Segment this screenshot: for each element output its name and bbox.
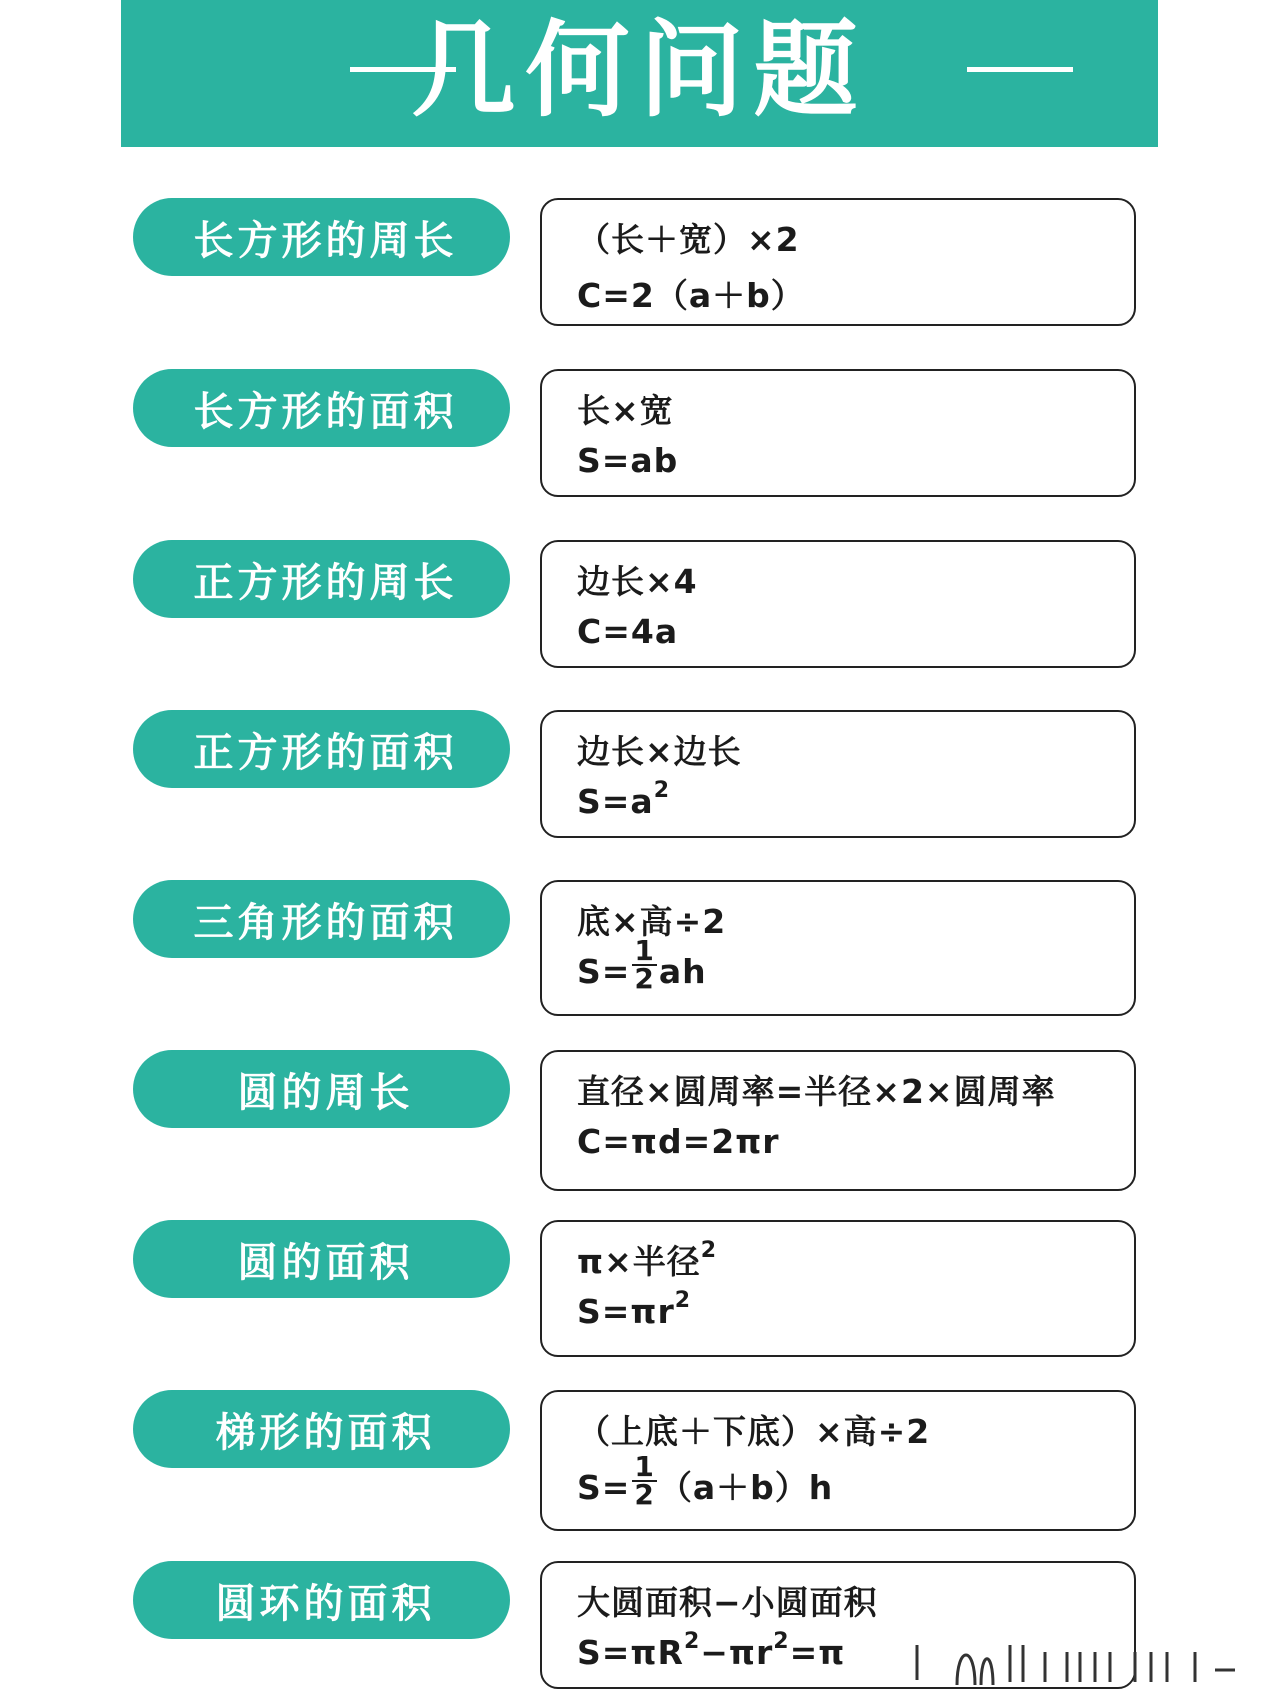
formula-words: 长×宽 [577, 391, 674, 430]
formula-box [540, 1220, 1136, 1357]
formula-symbols [577, 933, 707, 995]
obscured-scribble [905, 1640, 1245, 1690]
formula-text: S= [577, 1468, 631, 1507]
formula-row-trapezoid-area [0, 1390, 1280, 1530]
formula-box [540, 198, 1136, 326]
header-banner [121, 0, 1158, 147]
title-dash-right [967, 67, 1073, 72]
formula-symbols: C=πd=2πr [577, 1122, 780, 1161]
formula-text: π×半径 [577, 1242, 701, 1281]
formula-text: S=πr [577, 1292, 675, 1331]
formula-symbols [577, 1288, 692, 1331]
formula-label: 梯形的面积 [133, 1390, 510, 1468]
fraction-numerator: 1 [634, 933, 655, 967]
formula-row-square-perimeter [0, 540, 1280, 680]
formula-label: 长方形的面积 [133, 369, 510, 447]
formula-words: 大圆面积−小圆面积 [577, 1583, 878, 1622]
formula-box [540, 710, 1136, 838]
formula-symbols: S=ab [577, 441, 679, 480]
formula-words: 边长×4 [577, 562, 698, 601]
formula-text: =π [789, 1633, 846, 1672]
formula-row-triangle-area [0, 880, 1280, 1020]
formula-text: ah [658, 952, 707, 991]
formula-label: 正方形的面积 [133, 710, 510, 788]
formula-text: S=a [577, 782, 654, 821]
formula-text: （a＋b）h [658, 1468, 834, 1507]
formula-words: 直径×圆周率=半径×2×圆周率 [577, 1072, 1056, 1111]
formula-label: 正方形的周长 [133, 540, 510, 618]
formula-text: −πr [700, 1633, 774, 1672]
formula-symbols: C=4a [577, 612, 679, 651]
formula-words: 边长×边长 [577, 732, 742, 771]
formula-box [540, 1050, 1136, 1191]
fraction [632, 933, 656, 995]
exponent: 2 [674, 1288, 692, 1313]
formula-label: 圆环的面积 [133, 1561, 510, 1639]
formula-label: 三角形的面积 [133, 880, 510, 958]
formula-box [540, 540, 1136, 668]
formula-label: 圆的面积 [133, 1220, 510, 1298]
formula-symbols [577, 1629, 846, 1672]
exponent: 2 [653, 778, 670, 803]
formula-box [540, 369, 1136, 497]
formula-box [540, 1390, 1136, 1531]
formula-words: （长＋宽）×2 [577, 220, 800, 259]
formula-row-circle-circumference [0, 1050, 1280, 1190]
formula-box [540, 880, 1136, 1016]
fraction-denominator: 2 [634, 1477, 655, 1511]
exponent: 2 [700, 1238, 718, 1263]
formula-row-rectangle-area [0, 369, 1280, 509]
fraction [632, 1449, 656, 1511]
formula-words [577, 1236, 717, 1283]
formula-text: S=πR [577, 1633, 684, 1672]
formula-words: （上底＋下底）×高÷2 [577, 1412, 931, 1451]
formula-label: 长方形的周长 [133, 198, 510, 276]
formula-text: S= [577, 952, 631, 991]
formula-symbols [577, 1449, 834, 1511]
formula-words: 底×高÷2 [577, 902, 727, 941]
formula-row-rectangle-perimeter [0, 198, 1280, 338]
formula-label: 圆的周长 [133, 1050, 510, 1128]
formula-row-square-area [0, 710, 1280, 850]
formula-row-circle-area [0, 1220, 1280, 1360]
exponent: 2 [773, 1629, 790, 1654]
formula-symbols: C=2（a＋b） [577, 276, 805, 315]
formula-symbols [577, 778, 670, 821]
fraction-numerator: 1 [634, 1449, 655, 1483]
page-title: 几何问题 [411, 9, 868, 131]
fraction-denominator: 2 [634, 961, 655, 995]
exponent: 2 [683, 1629, 701, 1654]
